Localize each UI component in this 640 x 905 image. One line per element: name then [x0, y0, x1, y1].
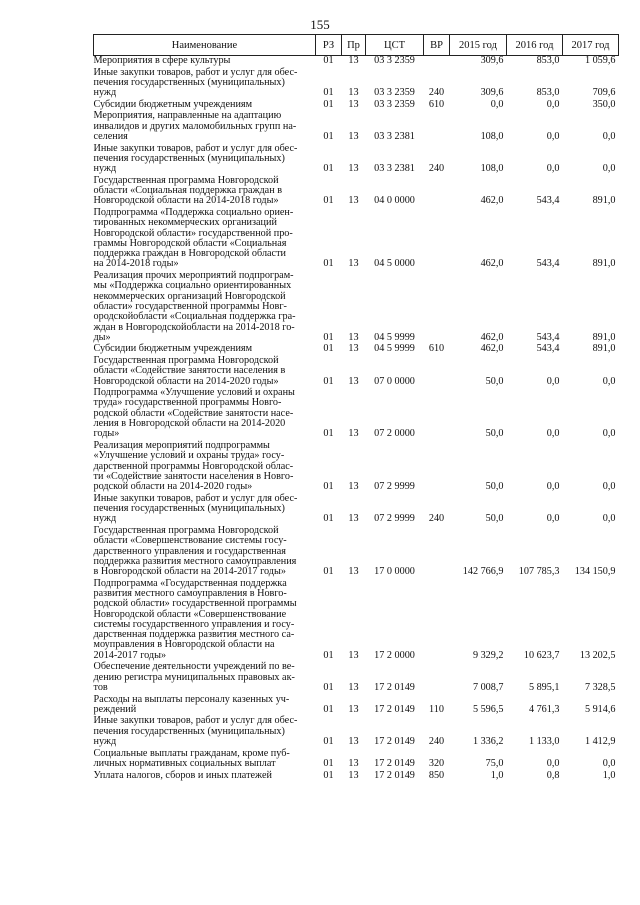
- row-name-line: ды»: [93, 331, 111, 343]
- row-name-line: труда» государственной программы Новго-: [93, 397, 282, 409]
- table-row: [94, 388, 619, 441]
- cell-y2016: 0,0: [546, 130, 560, 142]
- cell-y2015: 50,0: [485, 375, 504, 387]
- cell-pr: 13: [348, 331, 359, 343]
- row-name-line: дарственная поддержка развития местного са-: [93, 629, 295, 641]
- table-row: [94, 111, 619, 143]
- cell-pr: 13: [348, 566, 359, 578]
- cell-y2017: 1 059,6: [584, 55, 616, 66]
- page-number: 155: [310, 17, 330, 32]
- cell-rz: 01: [323, 195, 334, 207]
- table-row: [94, 526, 619, 579]
- cell-cst: 04 5 9999: [374, 331, 415, 343]
- cell-y2016: 0,0: [546, 98, 560, 110]
- cell-y2017: 891,0: [592, 195, 616, 207]
- cell-rz: 01: [323, 481, 334, 493]
- row-name: [94, 111, 316, 143]
- cell-vr: [424, 441, 450, 494]
- cell-y2015: 5 596,5: [472, 703, 504, 715]
- row-name: [94, 356, 316, 388]
- cell-rz: 01: [323, 681, 334, 693]
- cell-y2015: 462,0: [480, 331, 504, 343]
- cell-y2015: 7 008,7: [472, 681, 504, 693]
- table-row: [94, 56, 619, 68]
- row-name: [94, 771, 316, 783]
- cell-rz: 01: [323, 566, 334, 578]
- cell-vr: [424, 526, 450, 579]
- cell-pr: 13: [348, 513, 359, 525]
- cell-y2016: 543,4: [536, 343, 560, 355]
- cell-cst: 03 3 2359: [374, 87, 415, 99]
- cell-rz: 01: [323, 258, 334, 270]
- row-name-line: Государственная программа Новгородской: [93, 524, 279, 536]
- row-name-line: системы государственного управления и госу-: [93, 618, 295, 630]
- table-row: [94, 441, 619, 494]
- cell-y2017: 13 202,5: [579, 649, 616, 661]
- cell-rz: 01: [323, 55, 334, 66]
- cell-y2017: 0,0: [602, 428, 616, 440]
- cell-rz: 01: [323, 649, 334, 661]
- row-name: [94, 271, 316, 344]
- row-name-line: граммы Новгородской области «Социальная: [93, 237, 287, 249]
- cell-pr: 13: [348, 343, 359, 355]
- row-name-line: Иные закупки товаров, работ и услуг для обес-: [93, 492, 298, 504]
- row-name-line: некоммерческих организаций Новгородской: [93, 290, 286, 302]
- cell-y2016: 543,4: [536, 258, 560, 270]
- cell-cst: 03 3 2359: [374, 98, 415, 110]
- budget-table: [93, 34, 619, 782]
- row-name-line: Новгородской области» государственной про-: [93, 227, 293, 239]
- row-name-line: нужд: [93, 513, 117, 525]
- cell-rz: 01: [323, 769, 334, 781]
- header-cst: ЦСТ: [366, 35, 424, 56]
- row-name: [94, 579, 316, 663]
- row-name-line: печения государственных (муниципальных): [93, 503, 285, 515]
- row-name-line: на 2014-2018 годы»: [93, 258, 179, 270]
- header-vr: ВР: [424, 35, 450, 56]
- row-name-line: родской области «Содействие занятости насе-: [93, 407, 294, 419]
- row-name-line: 2014-2017 годы»: [93, 649, 167, 661]
- cell-y2017: 134 150,9: [574, 566, 616, 578]
- cell-pr: 13: [348, 195, 359, 207]
- row-name: [94, 68, 316, 100]
- cell-vr: 110: [429, 703, 444, 715]
- row-name-line: реждений: [93, 703, 137, 715]
- cell-vr: 850: [428, 769, 445, 781]
- row-name: [94, 749, 316, 771]
- table-body: [94, 56, 619, 783]
- cell-vr: 240: [428, 163, 445, 175]
- cell-y2016: 853,0: [536, 55, 560, 66]
- cell-y2016: 0,0: [546, 757, 560, 769]
- cell-rz: 01: [323, 98, 334, 110]
- row-name-line: Новгородской области «Совершенствование: [93, 608, 287, 620]
- cell-pr: 13: [348, 769, 359, 781]
- row-name-line: родской области» государственной программы: [93, 598, 297, 610]
- row-name-line: годы»: [93, 428, 120, 440]
- cell-rz: 01: [323, 87, 334, 99]
- cell-vr: [424, 176, 450, 208]
- row-name-line: Иные закупки товаров, работ и услуг для обес-: [93, 142, 298, 154]
- row-name-line: мы «Поддержка социально ориентированных: [93, 280, 292, 292]
- row-name-line: «Улучшение условий и охраны труда» госу-: [93, 450, 285, 462]
- row-name-line: тированных некоммерческих организаций: [93, 217, 277, 229]
- row-name: [94, 176, 316, 208]
- cell-y2016: 4 761,3: [528, 703, 560, 715]
- cell-vr: 240: [428, 736, 445, 748]
- row-name: [94, 695, 316, 717]
- table-row: [94, 356, 619, 388]
- cell-y2017: 350,0: [592, 98, 616, 110]
- cell-y2017: 891,0: [592, 331, 616, 343]
- cell-y2017: 891,0: [592, 258, 616, 270]
- row-name-line: дению регистра муниципальных правовых ак-: [93, 671, 295, 683]
- table-row: [94, 271, 619, 344]
- cell-y2016: 1 133,0: [528, 736, 560, 748]
- row-name-line: Подпрограмма «Государственная поддержка: [93, 577, 287, 589]
- cell-vr: 610: [428, 98, 445, 110]
- row-name-line: области» государственной программы Новг-: [93, 300, 287, 312]
- cell-cst: 17 2 0149: [374, 769, 415, 781]
- cell-y2015: 50,0: [485, 513, 504, 525]
- cell-vr: 240: [428, 87, 445, 99]
- row-name: [94, 494, 316, 526]
- cell-y2015: 462,0: [480, 343, 504, 355]
- cell-vr: [424, 56, 450, 68]
- row-name-line: Государственная программа Новгородской: [93, 354, 279, 366]
- row-name-line: родской области на 2014-2020 годы»: [93, 481, 253, 493]
- row-name: [94, 144, 316, 176]
- header-name: Наименование: [94, 35, 316, 56]
- row-name: [94, 56, 316, 68]
- cell-y2015: 462,0: [480, 258, 504, 270]
- row-name-line: Государственная программа Новгородской: [93, 174, 279, 186]
- row-name-line: печения государственных (муниципальных): [93, 152, 285, 164]
- cell-y2015: 309,6: [480, 87, 504, 99]
- row-name-line: в Новгородской области на 2014-2017 годы»: [93, 566, 286, 578]
- row-name-line: развития местного самоуправления в Новго-: [93, 588, 287, 599]
- row-name-line: дарственной программы Новгородской облас-: [93, 460, 294, 472]
- cell-cst: 07 0 0000: [374, 375, 415, 387]
- cell-cst: 07 2 9999: [374, 513, 415, 525]
- cell-cst: 04 5 0000: [374, 258, 415, 270]
- row-name-line: поддержка граждан в Новгородской области: [93, 248, 286, 260]
- cell-rz: 01: [323, 375, 334, 387]
- row-name: [94, 716, 316, 748]
- cell-y2015: 309,6: [480, 55, 504, 66]
- cell-y2017: 0,0: [602, 481, 616, 493]
- row-name-line: селения: [93, 130, 128, 142]
- cell-y2017: 891,0: [592, 343, 616, 355]
- table-row: [94, 176, 619, 208]
- table-row: [94, 695, 619, 717]
- row-name-line: Субсидии бюджетным учреждениям: [93, 98, 253, 110]
- row-name-line: нужд: [93, 87, 117, 99]
- row-name-line: личных нормативных социальных выплат: [93, 757, 276, 769]
- row-name-line: Иные закупки товаров, работ и услуг для обес-: [93, 66, 298, 78]
- table-row: [94, 208, 619, 271]
- row-name-line: тов: [93, 681, 108, 693]
- cell-pr: 13: [348, 428, 359, 440]
- cell-y2016: 107 785,3: [518, 566, 560, 578]
- cell-vr: 320: [428, 757, 445, 769]
- cell-pr: 13: [348, 649, 359, 661]
- row-name-line: области «Совершенствование системы госу-: [93, 535, 287, 547]
- cell-pr: 13: [348, 87, 359, 99]
- cell-vr: [424, 208, 450, 271]
- cell-y2016: 0,0: [546, 375, 560, 387]
- cell-vr: [424, 388, 450, 441]
- cell-y2015: 75,0: [485, 757, 504, 769]
- row-name: [94, 208, 316, 271]
- cell-pr: 13: [348, 736, 359, 748]
- row-name-line: Субсидии бюджетным учреждениям: [93, 343, 253, 355]
- cell-vr: [424, 111, 450, 143]
- cell-cst: 03 3 2359: [374, 55, 415, 66]
- row-name-line: Новгородской области на 2014-2020 годы»: [93, 375, 279, 387]
- cell-vr: [424, 579, 450, 663]
- row-name: [94, 441, 316, 494]
- cell-vr: [424, 271, 450, 344]
- cell-y2015: 9 329,2: [472, 649, 504, 661]
- row-name-line: нужд: [93, 736, 117, 748]
- cell-cst: 17 2 0149: [374, 757, 415, 769]
- cell-pr: 13: [348, 163, 359, 175]
- cell-vr: 610: [428, 343, 445, 355]
- cell-y2017: 709,6: [592, 87, 616, 99]
- cell-pr: 13: [348, 130, 359, 142]
- cell-y2017: 0,0: [602, 130, 616, 142]
- row-name-line: Обеспечение деятельности учреждений по ве-: [93, 661, 295, 673]
- cell-vr: 240: [428, 513, 445, 525]
- row-name-line: нужд: [93, 163, 117, 175]
- cell-cst: 04 0 0000: [374, 195, 415, 207]
- cell-y2015: 50,0: [485, 428, 504, 440]
- cell-y2016: 5 895,1: [528, 681, 560, 693]
- row-name: [94, 662, 316, 694]
- cell-pr: 13: [348, 481, 359, 493]
- table-row: [94, 771, 619, 783]
- cell-rz: 01: [323, 163, 334, 175]
- cell-pr: 13: [348, 258, 359, 270]
- row-name-line: инвалидов и других маломобильных групп на-: [93, 120, 297, 132]
- cell-y2017: 0,0: [602, 375, 616, 387]
- cell-pr: 13: [348, 703, 359, 715]
- row-name-line: Подпрограмма «Улучшение условий и охраны: [93, 387, 295, 399]
- table-row: [94, 579, 619, 663]
- cell-rz: 01: [323, 736, 334, 748]
- cell-rz: 01: [323, 757, 334, 769]
- row-name-line: печения государственных (муниципальных): [93, 725, 285, 737]
- row-name-line: Реализация мероприятий подпрограммы: [93, 439, 270, 451]
- row-name-line: ления в Новгородской области на 2014-2020: [93, 418, 286, 430]
- cell-y2015: 108,0: [480, 130, 504, 142]
- cell-cst: 04 5 9999: [374, 343, 415, 355]
- row-name-line: Мероприятия, направленные на адаптацию: [93, 110, 282, 122]
- cell-y2015: 1,0: [490, 769, 504, 781]
- table-row: [94, 68, 619, 100]
- cell-cst: 17 2 0149: [374, 736, 415, 748]
- cell-cst: 17 2 0000: [374, 649, 415, 661]
- cell-y2015: 1 336,2: [472, 736, 504, 748]
- table-row: [94, 749, 619, 771]
- row-name-line: моуправления в Новгородской области на: [93, 639, 275, 651]
- cell-pr: 13: [348, 375, 359, 387]
- cell-y2015: 462,0: [480, 195, 504, 207]
- cell-y2017: 5 914,6: [584, 703, 616, 715]
- header-2015: 2015 год: [450, 35, 507, 56]
- cell-y2015: 142 766,9: [462, 566, 504, 578]
- row-name: [94, 526, 316, 579]
- header-pr: Пр: [342, 35, 366, 56]
- row-name-line: печения государственных (муниципальных): [93, 76, 285, 88]
- row-name-line: поддержка развития местного самоуправления: [93, 555, 297, 567]
- cell-cst: 03 3 2381: [374, 130, 415, 142]
- cell-y2016: 0,0: [546, 481, 560, 493]
- cell-pr: 13: [348, 757, 359, 769]
- cell-y2016: 0,0: [546, 428, 560, 440]
- cell-cst: 17 2 0149: [374, 703, 415, 715]
- cell-cst: 03 3 2381: [374, 163, 415, 175]
- cell-pr: 13: [348, 98, 359, 110]
- cell-rz: 01: [323, 331, 334, 343]
- row-name-line: дарственного управления и государственная: [93, 545, 286, 557]
- cell-y2017: 7 328,5: [584, 681, 616, 693]
- header-rz: РЗ: [316, 35, 342, 56]
- cell-rz: 01: [323, 343, 334, 355]
- row-name-line: Иные закупки товаров, работ и услуг для обес-: [93, 715, 298, 727]
- cell-y2016: 10 623,7: [523, 649, 560, 661]
- cell-y2016: 0,0: [546, 163, 560, 175]
- row-name-line: Социальные выплаты гражданам, кроме пуб-: [93, 747, 290, 759]
- table-row: [94, 716, 619, 748]
- cell-cst: 07 2 0000: [374, 428, 415, 440]
- row-name: [94, 388, 316, 441]
- cell-rz: 01: [323, 428, 334, 440]
- cell-y2017: 1 412,9: [584, 736, 616, 748]
- cell-rz: 01: [323, 513, 334, 525]
- cell-y2015: 50,0: [485, 481, 504, 493]
- table-row: [94, 144, 619, 176]
- cell-y2016: 543,4: [536, 331, 560, 343]
- cell-y2017: 0,0: [602, 513, 616, 525]
- row-name-line: ти «Содействие занятости населения в Новго-: [93, 470, 294, 482]
- row-name-line: области «Социальная поддержка граждан в: [93, 185, 283, 197]
- cell-cst: 07 2 9999: [374, 481, 415, 493]
- row-name-line: Мероприятия в сфере культуры: [93, 55, 231, 66]
- cell-y2017: 0,0: [602, 757, 616, 769]
- row-name-line: Подпрограмма «Поддержка социально ориен-: [93, 206, 294, 218]
- cell-pr: 13: [348, 55, 359, 66]
- header-2016: 2016 год: [507, 35, 563, 56]
- row-name-line: ородскойобласти «Социальная поддержка гра-: [93, 311, 296, 323]
- row-name-line: области «Содействие занятости населения в: [93, 365, 286, 377]
- cell-rz: 01: [323, 703, 334, 715]
- cell-y2016: 0,0: [546, 513, 560, 525]
- row-name-line: Реализация прочих мероприятий подпрограм-: [93, 270, 294, 282]
- cell-y2016: 0,8: [546, 769, 560, 781]
- cell-cst: 17 2 0149: [374, 681, 415, 693]
- table-row: [94, 494, 619, 526]
- cell-cst: 17 0 0000: [374, 566, 415, 578]
- cell-vr: [424, 662, 450, 694]
- cell-vr: [424, 356, 450, 388]
- row-name-line: ждан в Новгородскойобласти на 2014-2018 го-: [93, 321, 295, 333]
- cell-y2016: 853,0: [536, 87, 560, 99]
- cell-y2017: 1,0: [602, 769, 616, 781]
- cell-pr: 13: [348, 681, 359, 693]
- cell-rz: 01: [323, 130, 334, 142]
- table-header-row: [94, 35, 619, 56]
- cell-y2015: 0,0: [490, 98, 504, 110]
- table-row: [94, 662, 619, 694]
- cell-y2016: 543,4: [536, 195, 560, 207]
- row-name-line: Новгородской области на 2014-2018 годы»: [93, 195, 279, 207]
- row-name-line: Уплата налогов, сборов и иных платежей: [93, 769, 272, 781]
- cell-y2015: 108,0: [480, 163, 504, 175]
- row-name-line: Расходы на выплаты персоналу казенных уч-: [93, 693, 290, 705]
- header-2017: 2017 год: [563, 35, 619, 56]
- cell-y2017: 0,0: [602, 163, 616, 175]
